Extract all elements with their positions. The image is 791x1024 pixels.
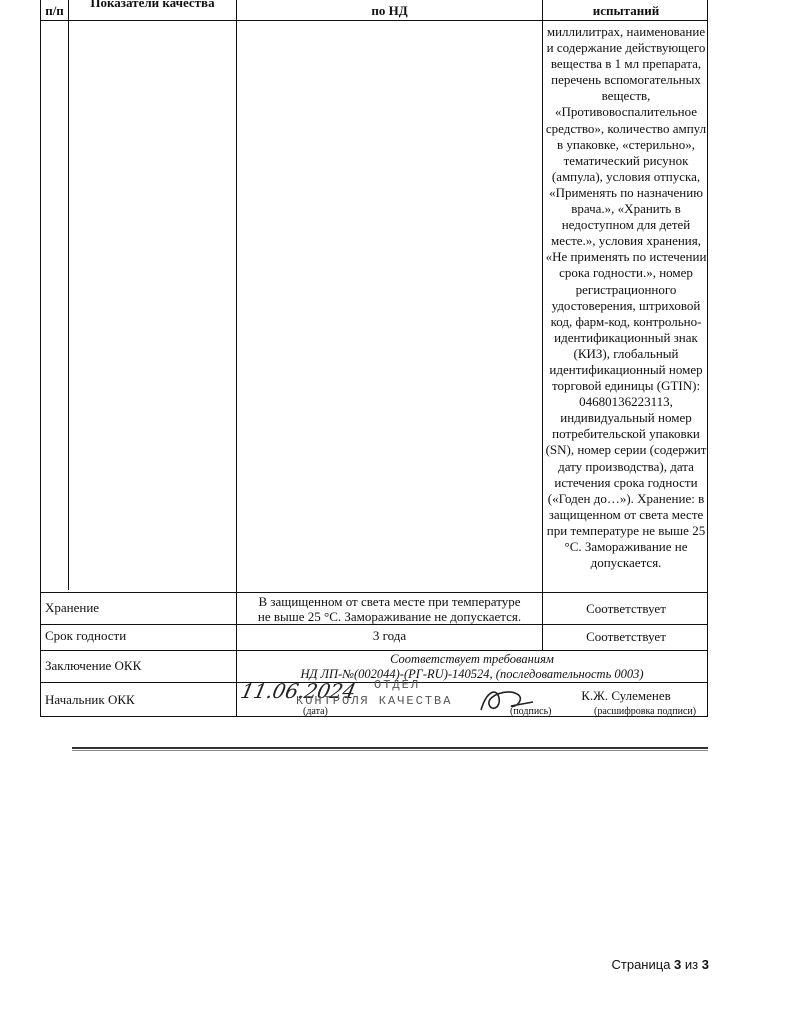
page-prefix: Страница xyxy=(611,957,671,972)
page-total: 3 xyxy=(701,957,709,972)
row-line-storage xyxy=(41,592,707,593)
shelf-life-result: Соответствует xyxy=(586,629,666,644)
quality-table xyxy=(40,0,708,717)
header-indicators: Показатели качества xyxy=(90,0,215,10)
name-caption: (расшифровка подписи) xyxy=(594,706,697,717)
header-num: п/п xyxy=(45,3,64,18)
shelf-life-label: Срок годности xyxy=(45,628,127,643)
header-requirements: по НД xyxy=(371,3,408,18)
col-divider-1 xyxy=(68,0,69,590)
shelf-life-requirement: 3 года xyxy=(372,628,407,643)
storage-requirement-line1: В защищенном от света месте при температуре xyxy=(258,594,521,609)
conclusion-line2: НД ЛП-№(002044)-(РГ-RU)-140524, (последовательность 0003) xyxy=(300,667,644,681)
head-label: Начальник ОКК xyxy=(45,692,135,707)
stamp-line2: КОНТРОЛЯ КАЧЕСТВА xyxy=(296,694,453,708)
header-bottom-line xyxy=(41,20,707,21)
header-results: испытаний xyxy=(592,3,660,18)
page-current: 3 xyxy=(674,957,682,972)
marking-result-text: миллилитрах, наименование и содержание действующего вещества в 1 мл препарата, перечень вспомогательных веществ, «Противовоспалительное средство», количество ампул в упаковке, «стерильно», тематический рисунок (ампула), условия отпуска, «Применять по назначению врача.», «Хранить в недоступном для детей месте.», условия хранения, «Не применять по истечении срока годности.», номер регистрационного удостоверения, штриховой код, фарм-код, контрольно-идентификационный знак (КИЗ), глобальный идентификационный номер торговой единицы (GTIN): 04680136223113, индивидуальный номер потребительской упаковки (SN), номер серии (содержит дату производства), дата истечения срока годности («Годен до…»). Хранение: в защищенном от света месте при температуре не выше 25 °С. Замораживание не допускается. xyxy=(545,24,707,571)
handwritten-date: 11.06.2024 xyxy=(238,679,359,703)
bottom-rule xyxy=(72,747,708,749)
conclusion-line1: Соответствует требованиям xyxy=(390,652,554,666)
page-number xyxy=(612,957,710,972)
signature-mark xyxy=(477,684,537,716)
storage-requirement-line2: не выше 25 °С. Замораживание не допускается. xyxy=(257,609,522,624)
conclusion-label: Заключение ОКК xyxy=(45,658,142,673)
head-name: К.Ж. Сулеменев xyxy=(581,688,671,703)
page-sep: из xyxy=(684,957,699,972)
row-line-conclusion xyxy=(41,650,707,651)
storage-label: Хранение xyxy=(45,600,100,615)
date-caption: (дата) xyxy=(303,706,328,717)
row-line-shelf xyxy=(41,624,707,625)
signature-caption: (подпись) xyxy=(510,706,552,717)
storage-result: Соответствует xyxy=(586,601,666,616)
stamp-line1: ОТДЕЛ xyxy=(374,678,421,692)
bottom-rule-thin xyxy=(72,750,708,751)
qc-department-stamp xyxy=(290,678,480,720)
